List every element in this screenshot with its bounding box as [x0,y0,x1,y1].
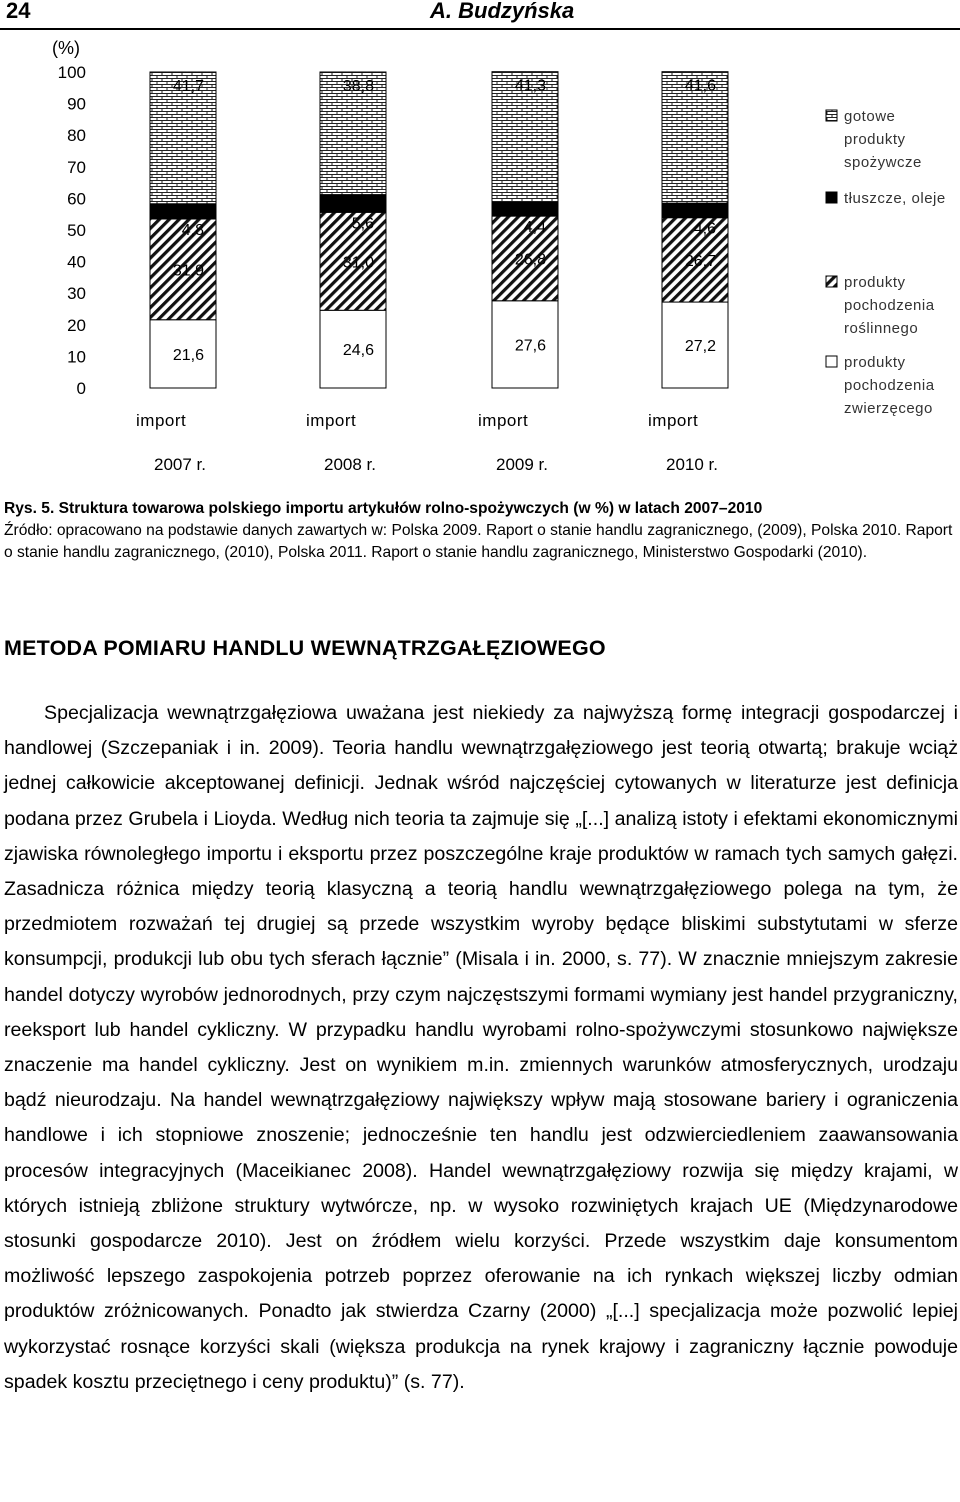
data-label: 41,3 [514,77,546,95]
x-category-label: import [648,411,699,430]
x-year-label: 2008 r. [324,455,376,474]
data-label: 4,8 [181,221,204,239]
y-tick-label: 10 [67,347,86,367]
legend-label: produkty [844,131,906,148]
data-label: 38,8 [342,78,374,95]
y-tick-label: 40 [67,252,86,272]
legend-label: zwierzęcego [844,400,933,417]
section-heading: METODA POMIARU HANDLU WEWNĄTRZGAŁĘZIOWEGO [4,636,606,660]
y-tick-label: 0 [76,379,86,398]
y-tick-label: 90 [67,94,86,114]
body-paragraph: Specjalizacja wewnątrzgałęziowa uważana jest niekiedy za najwyższą formę integracji gospodarczej i handlowej (Szczepaniak i in. 2009). Teoria handlu wewnątrzgałęziowego jest teorią otwartą; brakuje wciąż jednej całkowicie akceptowanej definicji. Jednak wśród najczęściej cytowanych w literaturze jest definicja podana przez Grubela i Lioyda. Według nich teoria ta zajmuje się „[...] analizą istoty i efektami ekonomicznymi zjawiska równoległego importu i eksportu przez poszczególne kraje produktów w ramach tych samych gałęzi. Zasadnicza różnica między teorią klasyczną a teorią handlu wewnątrzgałęziowego polega na tym, że przedmiotem rozważań tej drugiej są przede wszystkim wyroby będące bliskimi substytutami w sferze konsumpcji, produkcji lub obu tych sferach łącznie” (Misala i in. 2000, s. 77). W znacznie mniejszym zakresie handel dotyczy wyrobów jednorodnych, przy czym najczęstszymi formami wymiany jest handel przygraniczny, reeksport lub handel cykliczny. W przypadku handlu wyrobami rolno-spożywczymi stosunkowo największe znaczenie ma handel cykliczny. Jest on wynikiem m.in. zmiennych warunków atmosferycznych, urodzaju bądź nieurodzaju. Na handel wewnątrzgałęziowy największy wpływ mają stosowane bariery i ograniczenia handlowe i ich stopniowe znoszenie; jednocześnie ten handlu jest odzwierciedleniem zaawansowania procesów integracyjnych (Maceikianec 2008). Handel wewnątrzgałęziowy rozwija się między krajami, w których istnieją zbliżone struktury wytwórcze, np. w wysoko rozwiniętych krajach UE (Międzynarodowe stosunki gospodarcze 2010). Jest on źródłem wielu korzyści. Przede wszystkim daje konsumentom możliwość lepszego zaspokojenia potrzeb poprzez oferowanie na ich rynkach większej liczby odmian produktów zróżnicowanych. Ponadto jak stwierdza Czarny (2000) „[...] specjalizacja może pozwolić lepiej wykorzystać rosnące korzyści skali (większa produkcja na rynek krajowy i zagraniczny łącznie powoduje spadek kosztu przeciętnego i ceny produktu)” (s. 77). [4,702,958,1393]
x-category-label: import [478,411,529,430]
data-label: 4,6 [693,220,716,238]
figure-title [4,498,956,520]
y-tick-label: 100 [57,63,86,82]
bar-segment-fat [150,204,216,219]
data-label: 27,6 [514,337,546,355]
page-number: 24 [6,0,31,23]
bar-segment-fat [492,202,558,216]
x-year-label: 2009 r. [496,455,548,474]
data-label: 4,4 [523,219,546,237]
figure-title-text: Struktura towarowa polskiego importu artykułów rolno-spożywczych (w %) w latach 2007–2010 [58,500,763,517]
legend-swatch-gotowe [826,110,837,121]
data-label: 24,6 [342,342,374,360]
figure-caption [4,498,956,564]
y-tick-label: 30 [67,284,86,304]
legend-label: gotowe [844,108,896,125]
bar-segment-fat [662,203,728,218]
y-axis-ticks [58,63,86,398]
data-label: 27,2 [684,338,716,356]
legend-label: produkty [844,274,906,291]
legend-swatch-zwierzece [826,356,837,367]
legend-label: spożywcze [844,154,922,171]
data-label: 41,6 [684,77,716,95]
stacked-bar-chart [0,30,960,490]
legend-label: tłuszcze, oleje [844,190,946,207]
section-body [4,696,958,1400]
y-unit-label: (%) [52,38,80,58]
legend-swatch-tluszcze [826,192,837,203]
y-tick-label: 70 [67,157,86,177]
legend-label: pochodzenia [844,377,935,394]
figure-label: Rys. 5. [4,500,55,517]
figure-source: Źródło: opracowano na podstawie danych zawartych w: Polska 2009. Raport o stanie handlu zagranicznego, (2009), Polska 2010. Raport o stanie handlu zagranicznego, (2010), Polska 2011. Raport o stanie handlu zagranicznego, Ministerstwo Gospodarki (2010). [4,522,953,561]
legend-swatch-roslinne [826,276,837,287]
data-label: 31,9 [172,262,204,280]
x-year-label: 2007 r. [154,455,206,474]
y-tick-label: 50 [67,221,86,240]
x-category-label: import [306,411,357,430]
chart-legend [826,108,946,417]
bar-segment-fat [320,195,386,213]
legend-label: roślinnego [844,320,919,337]
data-label: 31,0 [342,254,374,272]
data-label: 5,6 [351,215,374,233]
y-tick-label: 60 [67,189,86,209]
data-label: 41,7 [172,78,204,95]
data-label: 26,8 [514,251,546,269]
data-label: 26,7 [684,252,716,270]
y-tick-label: 20 [67,315,86,335]
x-category-label: import [136,411,187,430]
bars-group [136,72,728,474]
x-year-label: 2010 r. [666,455,718,474]
y-tick-label: 80 [67,126,86,146]
running-head-author: A. Budzyńska [430,0,575,23]
legend-label: produkty [844,354,906,371]
legend-label: pochodzenia [844,297,935,314]
data-label: 21,6 [172,346,204,364]
